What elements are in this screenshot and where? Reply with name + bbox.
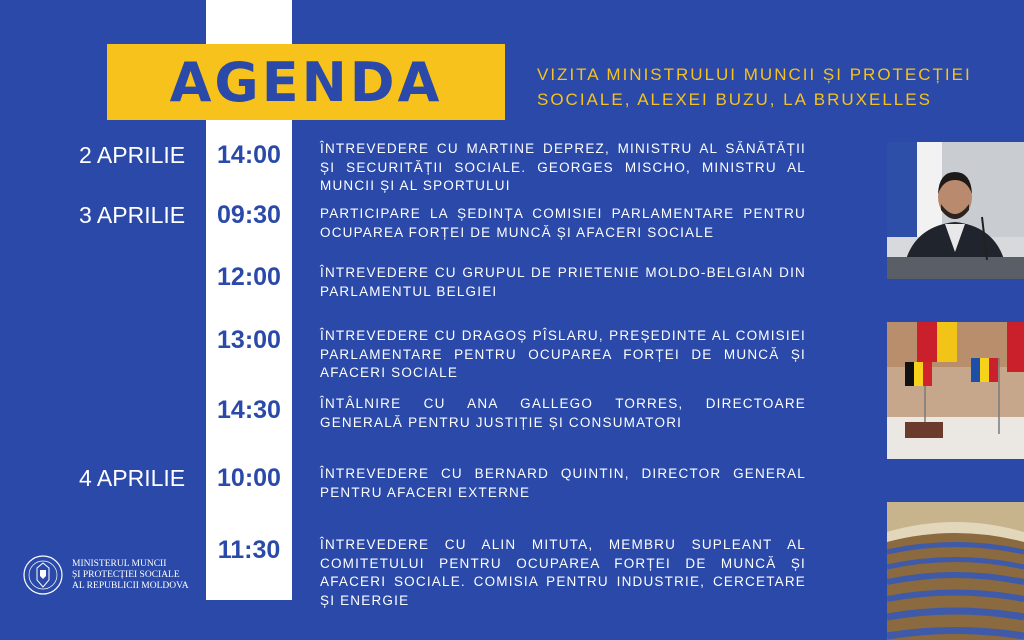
subtitle-line-1: VIZITA MINISTRULUI MUNCII ȘI PROTECȚIEI — [537, 65, 972, 84]
page-title: AGENDA — [169, 50, 443, 114]
event-time: 12:00 — [217, 263, 281, 291]
logo-line-1: MINISTERUL MUNCII — [72, 558, 167, 569]
event-description: ÎNTREVEDERE CU GRUPUL DE PRIETENIE MOLDO-BELGIAN DIN PARLAMENTUL BELGIEI — [320, 265, 806, 299]
event-description: ÎNTREVEDERE CU MARTINE DEPREZ, MINISTRU AL SĂNĂTĂȚII ȘI SECURITĂȚII SOCIALE. GEORGES MISCHO, MINISTRU AL MUNCII ȘI AL SPORTULUI — [320, 141, 806, 193]
event-time: 13:00 — [217, 326, 281, 354]
date-2-april: 2 APRILIE — [79, 142, 186, 168]
coat-of-arms-icon — [22, 554, 64, 596]
subtitle — [537, 62, 972, 112]
ministry-logo — [22, 554, 189, 596]
event-description: ÎNTREVEDERE CU DRAGOȘ PÎSLARU, PREȘEDINTE AL COMISIEI PARLAMENTARE PENTRU OCUPAREA FORȚEI DE MUNCĂ ȘI AFACERI SOCIALE — [320, 328, 806, 380]
date-3-april: 3 APRILIE — [79, 202, 186, 228]
event-description: ÎNTREVEDERE CU BERNARD QUINTIN, DIRECTOR GENERAL PENTRU AFACERI EXTERNE — [320, 466, 806, 500]
logo-line-2: ȘI PROTECȚIEI SOCIALE — [72, 569, 180, 580]
event-description: PARTICIPARE LA ȘEDINȚA COMISIEI PARLAMENTARE PENTRU OCUPAREA FORȚEI DE MUNCĂ ȘI AFACERI SOCIALE — [320, 206, 806, 240]
event-time: 10:00 — [217, 464, 281, 492]
event-description: ÎNTREVEDERE CU ALIN MITUTA, MEMBRU SUPLEANT AL COMITETULUI PENTRU OCUPAREA FORȚEI DE MUNCĂ ȘI AFACERI SOCIALE. COMISIA PENTRU INDUSTRIE, CERCETARE ȘI ENERGIE — [320, 537, 806, 608]
event-time: 11:30 — [217, 536, 281, 564]
date-4-april: 4 APRILIE — [79, 465, 186, 491]
subtitle-line-2: SOCIALE, ALEXEI BUZU, LA BRUXELLES — [537, 90, 932, 109]
flags-photo — [887, 322, 1024, 459]
logo-line-3: AL REPUBLICII MOLDOVA — [72, 580, 189, 591]
event-time: 14:00 — [217, 141, 281, 169]
minister-photo — [887, 142, 1024, 279]
parliament-photo — [887, 502, 1024, 640]
event-time: 09:30 — [217, 201, 281, 229]
agenda-title-box — [107, 44, 505, 120]
event-description: ÎNTÂLNIRE CU ANA GALLEGO TORRES, DIRECTOARE GENERALĂ PENTRU JUSTIȚIE ȘI CONSUMATORI — [320, 396, 806, 430]
event-time: 14:30 — [217, 396, 281, 424]
